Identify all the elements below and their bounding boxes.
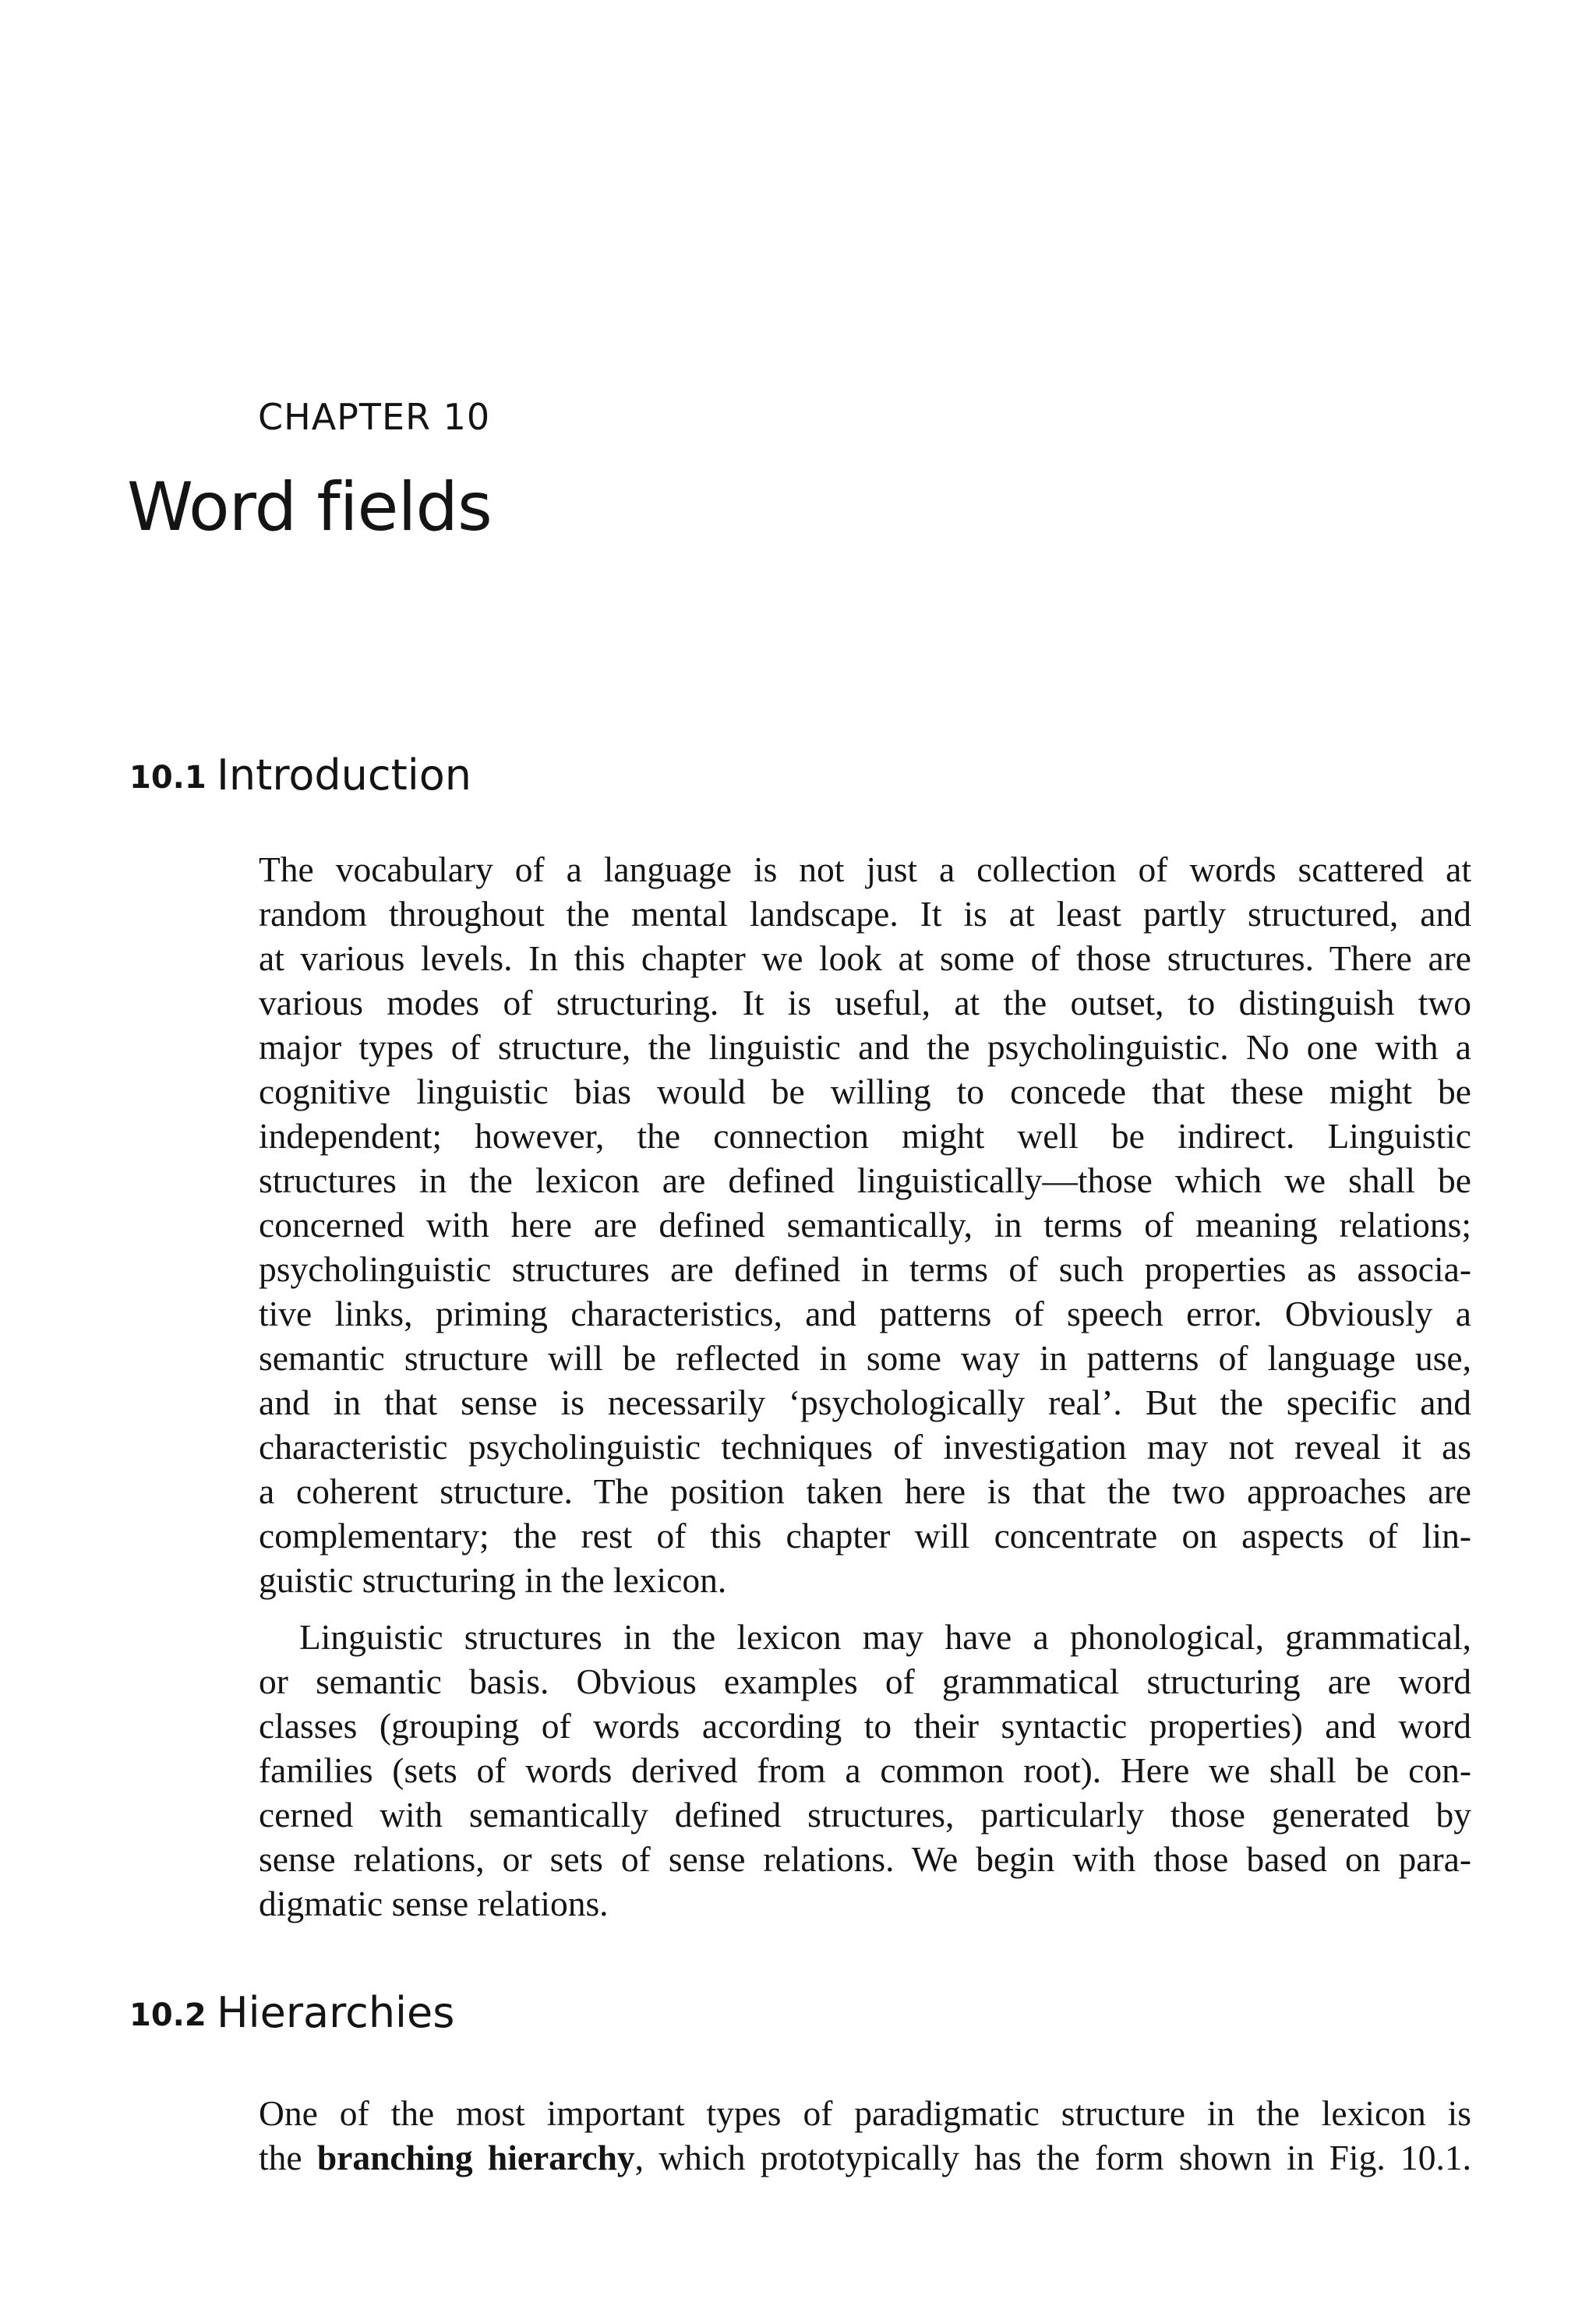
text-line: One of the most important types of paradigmatic structure in the lexicon is [259,2093,1471,2133]
text-line: and in that sense is necessarily ‘psychologically real’. But the specific and [259,1383,1471,1422]
text-line: major types of structure, the linguistic and the psycholinguistic. No one with a [259,1027,1471,1067]
text-line: families (sets of words derived from a common root). Here we shall be con- [259,1750,1471,1790]
text-line: various modes of structuring. It is useful, at the outset, to distinguish two [259,983,1471,1022]
section-title: Hierarchies [217,1988,455,2037]
chapter-title: Word fields [127,468,492,546]
text-line: complementary; the rest of this chapter will concentrate on aspects of lin- [259,1516,1471,1556]
text-line: The vocabulary of a language is not just a collection of words scattered at [259,849,1471,889]
section-title: Introduction [217,750,472,800]
text-line: random throughout the mental landscape. It is at least partly structured, and [259,894,1471,934]
text-line: tive links, priming characteristics, and patterns of speech error. Obviously a [259,1294,1471,1333]
text-run: the [259,2138,317,2177]
text-line: structures in the lexicon are defined linguistically—those which we shall be [259,1160,1471,1200]
text-line: concerned with here are defined semantically, in terms of meaning relations; [259,1205,1471,1245]
text-line: characteristic psycholinguistic techniques of investigation may not reveal it as [259,1427,1471,1467]
chapter-label: CHAPTER 10 [258,396,491,438]
text-line: psycholinguistic structures are defined in terms of such properties as associa- [259,1249,1471,1289]
section-number: 10.2 [129,1997,207,2033]
text-line: Linguistic structures in the lexicon may have a phonological, grammatical, [299,1617,1471,1657]
paragraph-intro-1 [259,847,1471,1602]
bold-term: branching hierarchy [316,2138,635,2177]
text-line: semantic structure will be reflected in some way in patterns of language use, [259,1338,1471,1378]
text-line: cognitive linguistic bias would be willing to concede that these might be [259,1072,1471,1111]
text-line: sense relations, or sets of sense relations. We begin with those based on para- [259,1839,1471,1879]
text-line: digmatic sense relations. [259,1884,609,1923]
text-line: at various levels. In this chapter we look at some of those structures. There are [259,938,1471,978]
text-line: guistic structuring in the lexicon. [259,1560,727,1600]
paragraph-intro-2 [259,1615,1471,1926]
section-number: 10.1 [129,760,207,796]
text-line: classes (grouping of words according to their syntactic properties) and word [259,1706,1471,1746]
text-line: independent; however, the connection might well be indirect. Linguistic [259,1116,1471,1156]
text-run: , which prototypically has the form shown in Fig. 10.1. [634,2138,1471,2177]
text-line: or semantic basis. Obvious examples of grammatical structuring are word [259,1662,1471,1701]
text-line: a coherent structure. The position taken here is that the two approaches are [259,1471,1471,1511]
paragraph-hierarchies [259,2091,1471,2180]
text-line: cerned with semantically defined structures, particularly those generated by [259,1795,1471,1835]
text-line [259,2135,1471,2180]
